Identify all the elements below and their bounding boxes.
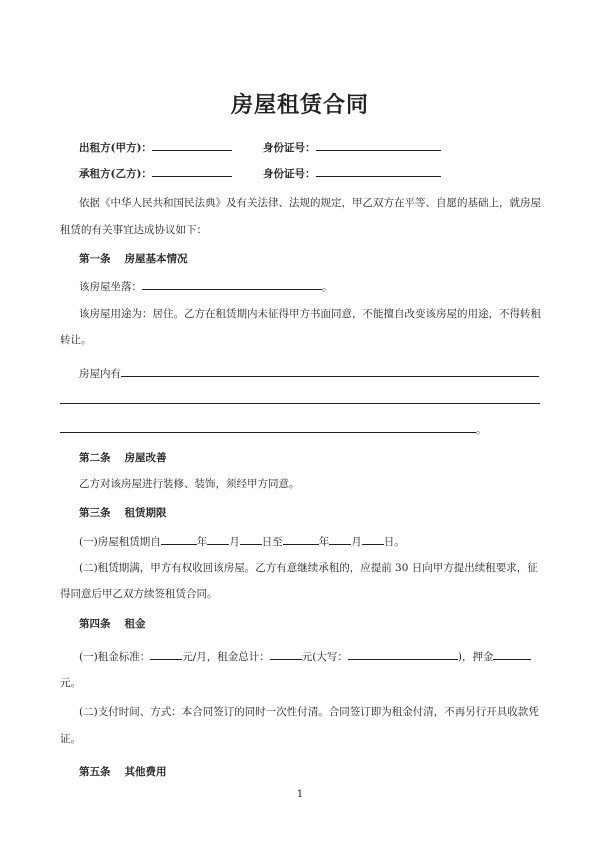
location-label: 该房屋坐落： — [79, 281, 142, 293]
lessee-id-row — [263, 165, 441, 181]
page-number: 1 — [296, 789, 304, 800]
article-3-title: 租赁期限 — [124, 507, 167, 519]
article-4-heading — [79, 616, 146, 631]
lessor-row — [79, 139, 232, 155]
lessor-label: 出租方(甲方)： — [79, 142, 152, 154]
start-year-label: 年 — [196, 536, 208, 548]
lessee-id-label: 身份证号： — [263, 168, 316, 180]
article-3-number: 第三条 — [79, 507, 111, 519]
rent-close: )，押金 — [457, 651, 494, 663]
end-month-label: 月 — [351, 536, 362, 548]
lessor-id-label: 身份证号： — [263, 142, 316, 154]
contents-end: 。 — [476, 424, 487, 436]
contents-field-3[interactable] — [60, 421, 476, 433]
article-2-body: 乙方对该房屋进行装修、装饰，须经甲方同意。 — [79, 478, 300, 490]
payment-line-1: (二)支付时间、方式：本合同签订的同时一次性付清。合同签订即为租金付清，不再另行开具收款凭 — [79, 706, 539, 718]
lessee-label: 承租方(乙方)： — [79, 168, 152, 180]
article-4-number: 第四条 — [79, 618, 111, 630]
lessor-name-field[interactable] — [152, 139, 232, 151]
end-day-field[interactable] — [362, 533, 384, 545]
end-day-label: 日。 — [383, 536, 405, 548]
location-row — [79, 278, 333, 294]
location-end: 。 — [322, 281, 333, 293]
rent-prefix: (一)租金标准： — [79, 651, 151, 663]
article-4-title: 租金 — [124, 618, 146, 630]
payment-line-2: 证。 — [60, 733, 81, 745]
contents-field-1[interactable] — [121, 365, 539, 377]
intro-line-1: 依据《中华人民共和国民法典》及有关法律、法规的规定，甲乙双方在平等、自愿的基础上，就房屋 — [79, 197, 541, 209]
lessor-id-field[interactable] — [316, 139, 441, 151]
deposit-field[interactable] — [493, 648, 531, 660]
lessee-name-field[interactable] — [152, 165, 232, 177]
article-2-heading — [79, 450, 167, 465]
rent-uppercase-field[interactable] — [348, 648, 458, 660]
start-year-field[interactable] — [161, 533, 197, 545]
start-day-field[interactable] — [240, 533, 262, 545]
article-5-heading — [79, 764, 167, 779]
article-1-title: 房屋基本情况 — [124, 253, 188, 265]
use-line-2: 转让。 — [60, 334, 92, 346]
article-5-title: 其他费用 — [124, 766, 167, 778]
contents-row-3 — [60, 421, 487, 437]
renew-line-2: 得同意后甲乙双方续签租赁合同。 — [60, 588, 218, 600]
use-line-1: 该房屋用途为：居住。乙方在租赁期内未征得甲方书面同意，不能擅自改变该房屋的用途，不得转租 — [79, 308, 541, 320]
end-year-field[interactable] — [283, 533, 319, 545]
lessee-id-field[interactable] — [316, 165, 441, 177]
start-month-label: 月 — [229, 536, 240, 548]
rent-row — [79, 648, 531, 664]
location-field[interactable] — [142, 278, 322, 290]
rent-line-2: 元。 — [60, 677, 81, 689]
total-rent-field[interactable] — [270, 648, 302, 660]
page-title: 房屋租赁合同 — [230, 92, 369, 118]
intro-line-2: 租赁的有关事宜达成协议如下： — [60, 224, 207, 236]
rent-unit: 元/月，租金总计： — [182, 651, 270, 663]
contents-field-2[interactable] — [60, 403, 540, 404]
contents-row — [79, 365, 539, 381]
end-year-label: 年 — [318, 536, 330, 548]
term-row — [79, 533, 405, 549]
article-1-heading — [79, 251, 188, 266]
start-day-label: 日至 — [261, 536, 283, 548]
term-prefix: (一)房屋租赁期自 — [79, 536, 161, 548]
renew-line-1: (二)租赁期满，甲方有权收回该房屋。乙方有意继续承租的，应提前 30 日向甲方提出续租要求，征 — [79, 562, 538, 574]
start-month-field[interactable] — [207, 533, 229, 545]
article-3-heading — [79, 505, 167, 520]
lessor-id-row — [263, 139, 441, 155]
article-2-title: 房屋改善 — [124, 452, 167, 464]
lessee-row — [79, 165, 232, 181]
end-month-field[interactable] — [329, 533, 351, 545]
monthly-rent-field[interactable] — [150, 648, 182, 660]
article-2-number: 第二条 — [79, 452, 111, 464]
contents-label: 房屋内有 — [79, 368, 121, 380]
article-5-number: 第五条 — [79, 766, 111, 778]
article-1-number: 第一条 — [79, 253, 111, 265]
rent-total-unit: 元(大写： — [301, 651, 348, 663]
